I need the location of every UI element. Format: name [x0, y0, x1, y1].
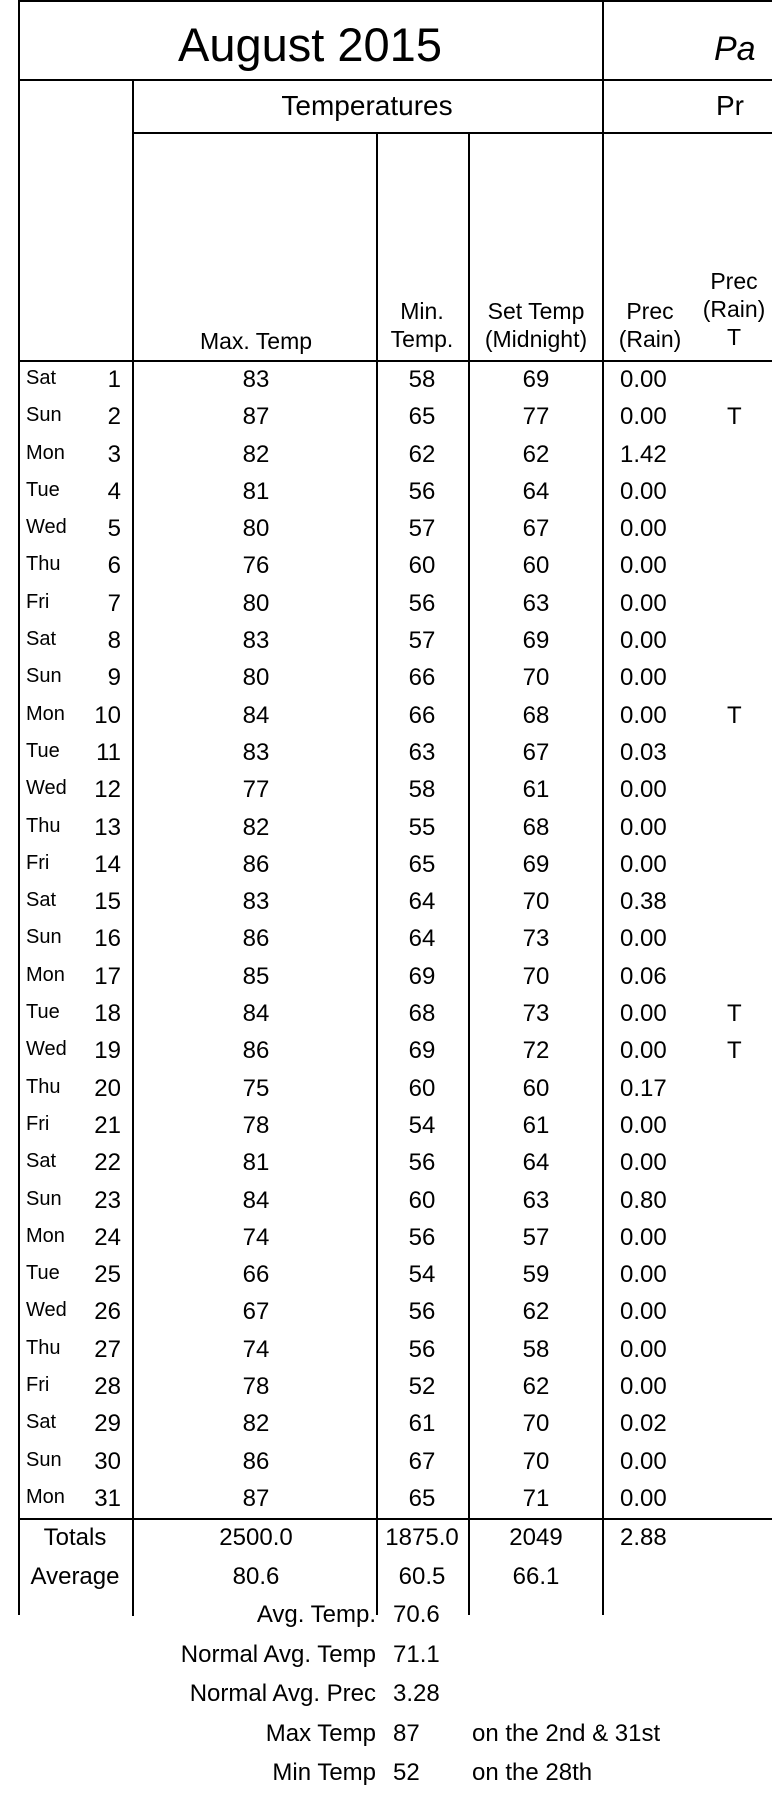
cell-dow: Mon: [26, 441, 65, 464]
table-row: [0, 1183, 772, 1220]
cell-max: 86: [242, 1037, 270, 1065]
cell-max: 82: [242, 1410, 270, 1438]
cell-prec: 0.00: [620, 664, 667, 692]
cell-dow: Sun: [26, 1448, 62, 1471]
cell-day: 30: [94, 1447, 121, 1475]
table-row: [0, 362, 772, 399]
cell-prec: 0.00: [620, 701, 667, 729]
cell-dow: Thu: [26, 1336, 61, 1359]
cell-prec: 0.02: [620, 1410, 667, 1438]
cell-min: 52: [408, 1373, 436, 1401]
totals-prec: 2.88: [620, 1524, 667, 1551]
cell-day: 16: [94, 925, 121, 953]
cell-set: 58: [522, 1335, 550, 1363]
table-row: [0, 437, 772, 474]
cell-max: 86: [242, 925, 270, 953]
cell-dow: Wed: [26, 1038, 67, 1061]
cell-max: 87: [242, 1484, 270, 1512]
cell-dow: Fri: [26, 1112, 50, 1135]
summary-value: 87: [393, 1719, 420, 1747]
cell-day: 11: [96, 738, 121, 766]
cell-prec: 0.00: [620, 1373, 667, 1401]
cell-day: 15: [94, 888, 121, 916]
cell-day: 22: [94, 1149, 121, 1177]
cell-min: 69: [408, 1037, 436, 1065]
summary-value: 70.6: [393, 1601, 440, 1628]
group-temperatures: Temperatures: [281, 90, 453, 121]
table-row: [0, 921, 772, 958]
average-min: 60.5: [398, 1563, 446, 1590]
cell-min: 67: [408, 1447, 436, 1475]
cell-min: 61: [408, 1410, 436, 1438]
header-prec-rain-trace: Prec (Rain) T: [702, 268, 766, 350]
summary-value: 52: [393, 1759, 420, 1786]
cell-day: 28: [94, 1373, 121, 1401]
cell-set: 60: [522, 552, 550, 580]
cell-day: 24: [94, 1223, 121, 1251]
rows-bottom-divider: [18, 1518, 772, 1520]
table-row: [0, 847, 772, 884]
cell-dow: Thu: [26, 553, 61, 576]
cell-set: 64: [522, 1149, 550, 1177]
cell-prec: 0.00: [620, 515, 667, 543]
header-prec-rain: Prec (Rain): [618, 298, 682, 352]
cell-prec: 0.00: [620, 1261, 667, 1289]
cell-max: 78: [242, 1373, 270, 1401]
cell-day: 31: [94, 1484, 121, 1512]
cell-min: 66: [408, 701, 436, 729]
average-label: Average: [30, 1563, 120, 1590]
cell-min: 69: [408, 962, 436, 990]
cell-day: 3: [107, 440, 121, 468]
cell-max: 66: [242, 1261, 270, 1289]
cell-set: 68: [522, 813, 550, 841]
cell-day: 8: [107, 627, 121, 655]
cell-set: 59: [522, 1261, 550, 1289]
cell-min: 56: [408, 1223, 436, 1251]
table-row: [0, 474, 772, 511]
cell-set: 57: [522, 1223, 550, 1251]
cell-prec: 0.00: [620, 776, 667, 804]
cell-set: 67: [522, 738, 550, 766]
cell-prec: 0.00: [620, 1298, 667, 1326]
table-row: [0, 698, 772, 735]
cell-trace: T: [727, 403, 742, 431]
table-row: [0, 1220, 772, 1257]
cell-min: 57: [408, 515, 436, 543]
cell-min: 54: [408, 1261, 436, 1289]
table-row: [0, 623, 772, 660]
cell-max: 87: [242, 403, 270, 431]
page-title: August 2015: [178, 18, 442, 71]
cell-max: 74: [242, 1335, 270, 1363]
cell-set: 62: [522, 440, 550, 468]
daily-rows: [0, 362, 772, 1518]
cell-day: 9: [107, 664, 121, 692]
group-precip-partial: Pr: [716, 90, 744, 121]
cell-set: 71: [522, 1484, 550, 1512]
cell-min: 54: [408, 1111, 436, 1139]
cell-prec: 0.00: [620, 366, 667, 393]
cell-max: 80: [242, 515, 270, 543]
cell-prec: 0.00: [620, 589, 667, 617]
cell-dow: Thu: [26, 814, 61, 837]
cell-min: 58: [408, 776, 436, 804]
cell-prec: 0.00: [620, 813, 667, 841]
cell-set: 70: [522, 1447, 550, 1475]
cell-trace: T: [727, 1037, 742, 1065]
cell-min: 56: [408, 1335, 436, 1363]
summary-label: Min Temp: [272, 1759, 376, 1786]
cell-dow: Sat: [26, 889, 57, 912]
cell-prec: 0.00: [620, 1335, 667, 1363]
cell-dow: Mon: [26, 963, 65, 986]
cell-min: 64: [408, 925, 436, 953]
table-row: [0, 1369, 772, 1406]
header-set-temp: Set Temp (Midnight): [484, 298, 588, 352]
cell-dow: Mon: [26, 702, 65, 725]
cell-day: 21: [94, 1111, 121, 1139]
cell-dow: Tue: [26, 1262, 60, 1285]
header-min-temp: Min. Temp.: [390, 298, 454, 352]
cell-dow: Tue: [26, 739, 60, 762]
table-row: [0, 1033, 772, 1070]
cell-prec: 0.00: [620, 1000, 667, 1028]
cell-set: 62: [522, 1373, 550, 1401]
cell-day: 2: [107, 403, 121, 431]
cell-max: 80: [242, 589, 270, 617]
cell-max: 83: [242, 366, 270, 393]
table-row: [0, 1145, 772, 1182]
cell-prec: 0.00: [620, 627, 667, 655]
cell-min: 65: [408, 850, 436, 878]
cell-set: 69: [522, 366, 550, 393]
cell-day: 27: [94, 1335, 121, 1363]
cell-max: 81: [242, 1149, 270, 1177]
cell-min: 62: [408, 440, 436, 468]
cell-set: 62: [522, 1298, 550, 1326]
cell-set: 60: [522, 1074, 550, 1102]
cell-dow: Mon: [26, 1224, 65, 1247]
cell-min: 60: [408, 552, 436, 580]
cell-dow: Wed: [26, 1299, 67, 1322]
cell-prec: 0.00: [620, 925, 667, 953]
cell-max: 80: [242, 664, 270, 692]
cell-min: 63: [408, 738, 436, 766]
cell-min: 57: [408, 627, 436, 655]
table-row: [0, 660, 772, 697]
cell-min: 60: [408, 1074, 436, 1102]
cell-min: 65: [408, 403, 436, 431]
cell-set: 61: [522, 776, 550, 804]
table-row: [0, 399, 772, 436]
cell-day: 6: [107, 552, 121, 580]
cell-day: 5: [107, 515, 121, 543]
cell-prec: 0.03: [620, 738, 667, 766]
cell-dow: Thu: [26, 1075, 61, 1098]
cell-set: 72: [522, 1037, 550, 1065]
cell-max: 83: [242, 738, 270, 766]
cell-day: 4: [107, 477, 121, 505]
cell-dow: Tue: [26, 1001, 60, 1024]
cell-day: 29: [94, 1410, 121, 1438]
cell-set: 70: [522, 664, 550, 692]
cell-set: 73: [522, 925, 550, 953]
cell-prec: 0.00: [620, 1111, 667, 1139]
cell-day: 17: [94, 962, 121, 990]
cell-set: 70: [522, 1410, 550, 1438]
cell-prec: 0.00: [620, 477, 667, 505]
cell-dow: Sun: [26, 1187, 62, 1210]
table-row: [0, 735, 772, 772]
cell-day: 18: [94, 1000, 121, 1028]
cell-day: 12: [94, 776, 121, 804]
cell-set: 69: [522, 850, 550, 878]
cell-set: 70: [522, 962, 550, 990]
totals-set: 2049: [509, 1524, 563, 1551]
cell-set: 70: [522, 888, 550, 916]
cell-day: 23: [94, 1186, 121, 1214]
cell-set: 69: [522, 627, 550, 655]
average-max: 80.6: [232, 1563, 280, 1590]
cell-dow: Sat: [26, 367, 57, 389]
cell-prec: 0.38: [620, 888, 667, 916]
summary-note: on the 2nd & 31st: [472, 1719, 661, 1747]
cell-dow: Sat: [26, 1411, 57, 1434]
cell-dow: Sat: [26, 1150, 57, 1173]
cell-prec: 0.80: [620, 1186, 667, 1214]
cell-min: 55: [408, 813, 436, 841]
table-row: [0, 959, 772, 996]
cell-max: 86: [242, 1447, 270, 1475]
cell-set: 73: [522, 1000, 550, 1028]
cell-set: 77: [522, 403, 550, 431]
table-row: [0, 1481, 772, 1518]
cell-max: 84: [242, 701, 270, 729]
cell-max: 84: [242, 1186, 270, 1214]
cell-set: 63: [522, 1186, 550, 1214]
totals-min: 1875.0: [385, 1524, 459, 1551]
cell-min: 68: [408, 1000, 436, 1028]
summary-value: 3.28: [393, 1680, 440, 1707]
cell-max: 81: [242, 477, 270, 505]
cell-trace: T: [727, 701, 742, 729]
group-row-divider: [132, 132, 772, 134]
cell-trace: T: [727, 1000, 742, 1028]
cell-day: 10: [94, 701, 121, 729]
table-row: [0, 1257, 772, 1294]
cell-max: 85: [242, 962, 270, 990]
cell-max: 82: [242, 813, 270, 841]
cell-max: 83: [242, 888, 270, 916]
cell-dow: Fri: [26, 851, 50, 874]
cell-day: 14: [94, 850, 121, 878]
cell-min: 56: [408, 1298, 436, 1326]
cell-dow: Tue: [26, 478, 60, 501]
cell-prec: 0.00: [620, 1037, 667, 1065]
cell-set: 67: [522, 515, 550, 543]
table-row: [0, 1071, 772, 1108]
summary-label: Normal Avg. Prec: [189, 1680, 376, 1707]
cell-prec: 0.00: [620, 552, 667, 580]
cell-max: 75: [242, 1074, 270, 1102]
cell-max: 82: [242, 440, 270, 468]
summary-label: Normal Avg. Temp: [180, 1640, 376, 1668]
table-border-top: [18, 0, 772, 2]
cell-min: 66: [408, 664, 436, 692]
cell-min: 56: [408, 1149, 436, 1177]
cell-dow: Wed: [26, 516, 67, 539]
cell-dow: Sun: [26, 665, 62, 688]
cell-prec: 0.06: [620, 962, 667, 990]
cell-prec: 1.42: [620, 440, 667, 468]
cell-min: 56: [408, 477, 436, 505]
cell-prec: 0.00: [620, 1484, 667, 1512]
totals-label: Totals: [43, 1524, 107, 1551]
title-row-divider: [18, 79, 772, 81]
summary-note: on the 28th: [472, 1759, 593, 1786]
cell-max: 77: [242, 776, 270, 804]
cell-day: 13: [94, 813, 121, 841]
cell-max: 67: [242, 1298, 270, 1326]
cell-prec: 0.00: [620, 1223, 667, 1251]
cell-prec: 0.00: [620, 1149, 667, 1177]
cell-max: 74: [242, 1223, 270, 1251]
table-row: [0, 548, 772, 585]
cell-max: 78: [242, 1111, 270, 1139]
cell-day: 26: [94, 1298, 121, 1326]
table-row: [0, 586, 772, 623]
cell-day: 25: [94, 1261, 121, 1289]
table-row: [0, 810, 772, 847]
average-set: 66.1: [512, 1563, 560, 1590]
cell-dow: Sun: [26, 926, 62, 949]
cell-min: 60: [408, 1186, 436, 1214]
table-row: [0, 1332, 772, 1369]
cell-day: 7: [107, 589, 121, 617]
cell-max: 83: [242, 627, 270, 655]
cell-dow: Fri: [26, 1374, 50, 1397]
cell-dow: Sun: [26, 404, 62, 427]
table-row: [0, 996, 772, 1033]
cell-set: 68: [522, 701, 550, 729]
summary-label: Avg. Temp.: [256, 1601, 376, 1628]
cell-max: 86: [242, 850, 270, 878]
cell-min: 64: [408, 888, 436, 916]
cell-prec: 0.17: [620, 1074, 667, 1102]
table-row: [0, 511, 772, 548]
cell-set: 63: [522, 589, 550, 617]
cell-dow: Fri: [26, 590, 50, 613]
cell-day: 19: [94, 1037, 121, 1065]
cell-prec: 0.00: [620, 403, 667, 431]
cell-set: 64: [522, 477, 550, 505]
cell-prec: 0.00: [620, 1447, 667, 1475]
table-row: [0, 1294, 772, 1331]
table-row: [0, 884, 772, 921]
totals-max: 2500.0: [219, 1524, 293, 1551]
summary-label: Max Temp: [265, 1719, 376, 1747]
cell-dow: Wed: [26, 777, 67, 800]
table-row: [0, 1108, 772, 1145]
cell-day: 1: [107, 366, 121, 393]
cell-dow: Mon: [26, 1485, 65, 1508]
title-right-partial: Pa: [714, 30, 756, 68]
cell-min: 65: [408, 1484, 436, 1512]
cell-dow: Sat: [26, 628, 57, 651]
cell-set: 61: [522, 1111, 550, 1139]
header-max-temp: Max. Temp: [199, 328, 313, 354]
cell-day: 20: [94, 1074, 121, 1102]
cell-max: 84: [242, 1000, 270, 1028]
cell-min: 56: [408, 589, 436, 617]
summary-value: 71.1: [393, 1640, 440, 1668]
cell-min: 58: [408, 366, 436, 393]
cell-max: 76: [242, 552, 270, 580]
table-row: [0, 1444, 772, 1481]
table-row: [0, 1406, 772, 1443]
cell-prec: 0.00: [620, 850, 667, 878]
table-row: [0, 772, 772, 809]
